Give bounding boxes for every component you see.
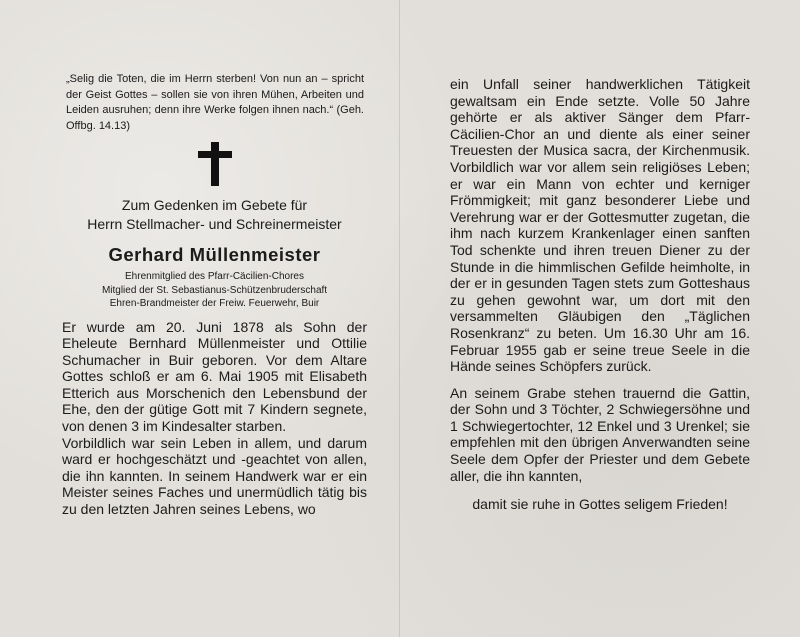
biography-paragraph-2: Vorbildlich war sein Leben in allem, und darum ward er hochgeschätzt und -geachtet von allen, die ihn kannten. In seinem Handwerk war er ein Meister seines Faches und unermüdlich tätig bis zu den letzten Jahren seines Lebens, wo	[62, 434, 367, 518]
right-page	[450, 76, 750, 513]
left-page	[62, 72, 367, 518]
honor-item: Ehrenmitglied des Pfarr-Cäcilien-Chores	[125, 271, 304, 282]
honors-list	[62, 270, 367, 311]
memorial-line-1: Zum Gedenken im Gebete für	[121, 197, 308, 213]
biography-paragraph-3: ein Unfall seiner handwerklichen Tätigkeit gewaltsam ein Ende setzte. Volle 50 Jahre gehörte er als aktiver Sänger dem Pfarr-Cäcilien-Chor an und diente als einer seiner Treuesten der Musica sacra, der Kirchenmusik. Vorbildlich war vor allem sein religiöses Leben; er war ein Mann von echter und kerniger Frömmigkeit; mit ganz besonderer Liebe und Verehrung war er der Gottesmutter zugetan, die ihm nach kurzem Krankenlager einen sanften Tod schenkte und ihren treuen Diener zu der Stunde in die himmlischen Gefilde heimholte, in der er in gesunden Tagen stets zum Gotteshaus zu gehen gewohnt war, um dort mit den versammelten Gläubigen den „Täglichen Rosenkranz“ zu beten. Um 16.30 Uhr am 16. Februar 1955 gab er seine treue Seele in die Hände seines Schöpfers zurück.	[450, 76, 750, 375]
mourners-paragraph: An seinem Grabe stehen trauernd die Gattin, der Sohn und 3 Töchter, 2 Schwiegersöhne und 1 Schwiegertochter, 12 Enkel und 3 Urenkel; sie empfehlen mit den übrigen Anverwandten seine Seele dem Opfer der Priester und dem Gebete aller, die ihn kannten,	[450, 384, 750, 484]
deceased-name: Gerhard Müllenmeister	[108, 244, 321, 265]
center-fold	[399, 0, 400, 637]
cross-icon	[198, 142, 232, 186]
closing-line: damit sie ruhe in Gottes seligem Frieden!	[472, 496, 728, 513]
memorial-line-2: Herrn Stellmacher- und Schreinermeister	[87, 216, 342, 232]
honor-item: Ehren-Brandmeister der Freiw. Feuerwehr, Buir	[109, 298, 320, 309]
biography-paragraph-1: Er wurde am 20. Juni 1878 als Sohn der Eheleute Bernhard Müllenmeister und Ottilie Schumacher in Buir geboren. Vor dem Altare Gottes schloß er am 6. Mai 1905 mit Elisabeth Etterich aus Morschenich den Lebensbund der Ehe, den der gütige Gott mit 7 Kindern segnete, von denen 3 im Kindesalter starben.	[62, 318, 367, 435]
honor-item: Mitglied der St. Sebastianus-Schützenbruderschaft	[101, 284, 328, 296]
bible-verse: „Selig die Toten, die im Herrn sterben! Von nun an – spricht der Geist Gottes – sollen sie von ihren Mühen, Arbeiten und Leiden ausruhen; denn ihre Werke folgen ihnen nach.“ (Geh. Offbg. 14.13)	[66, 73, 364, 132]
